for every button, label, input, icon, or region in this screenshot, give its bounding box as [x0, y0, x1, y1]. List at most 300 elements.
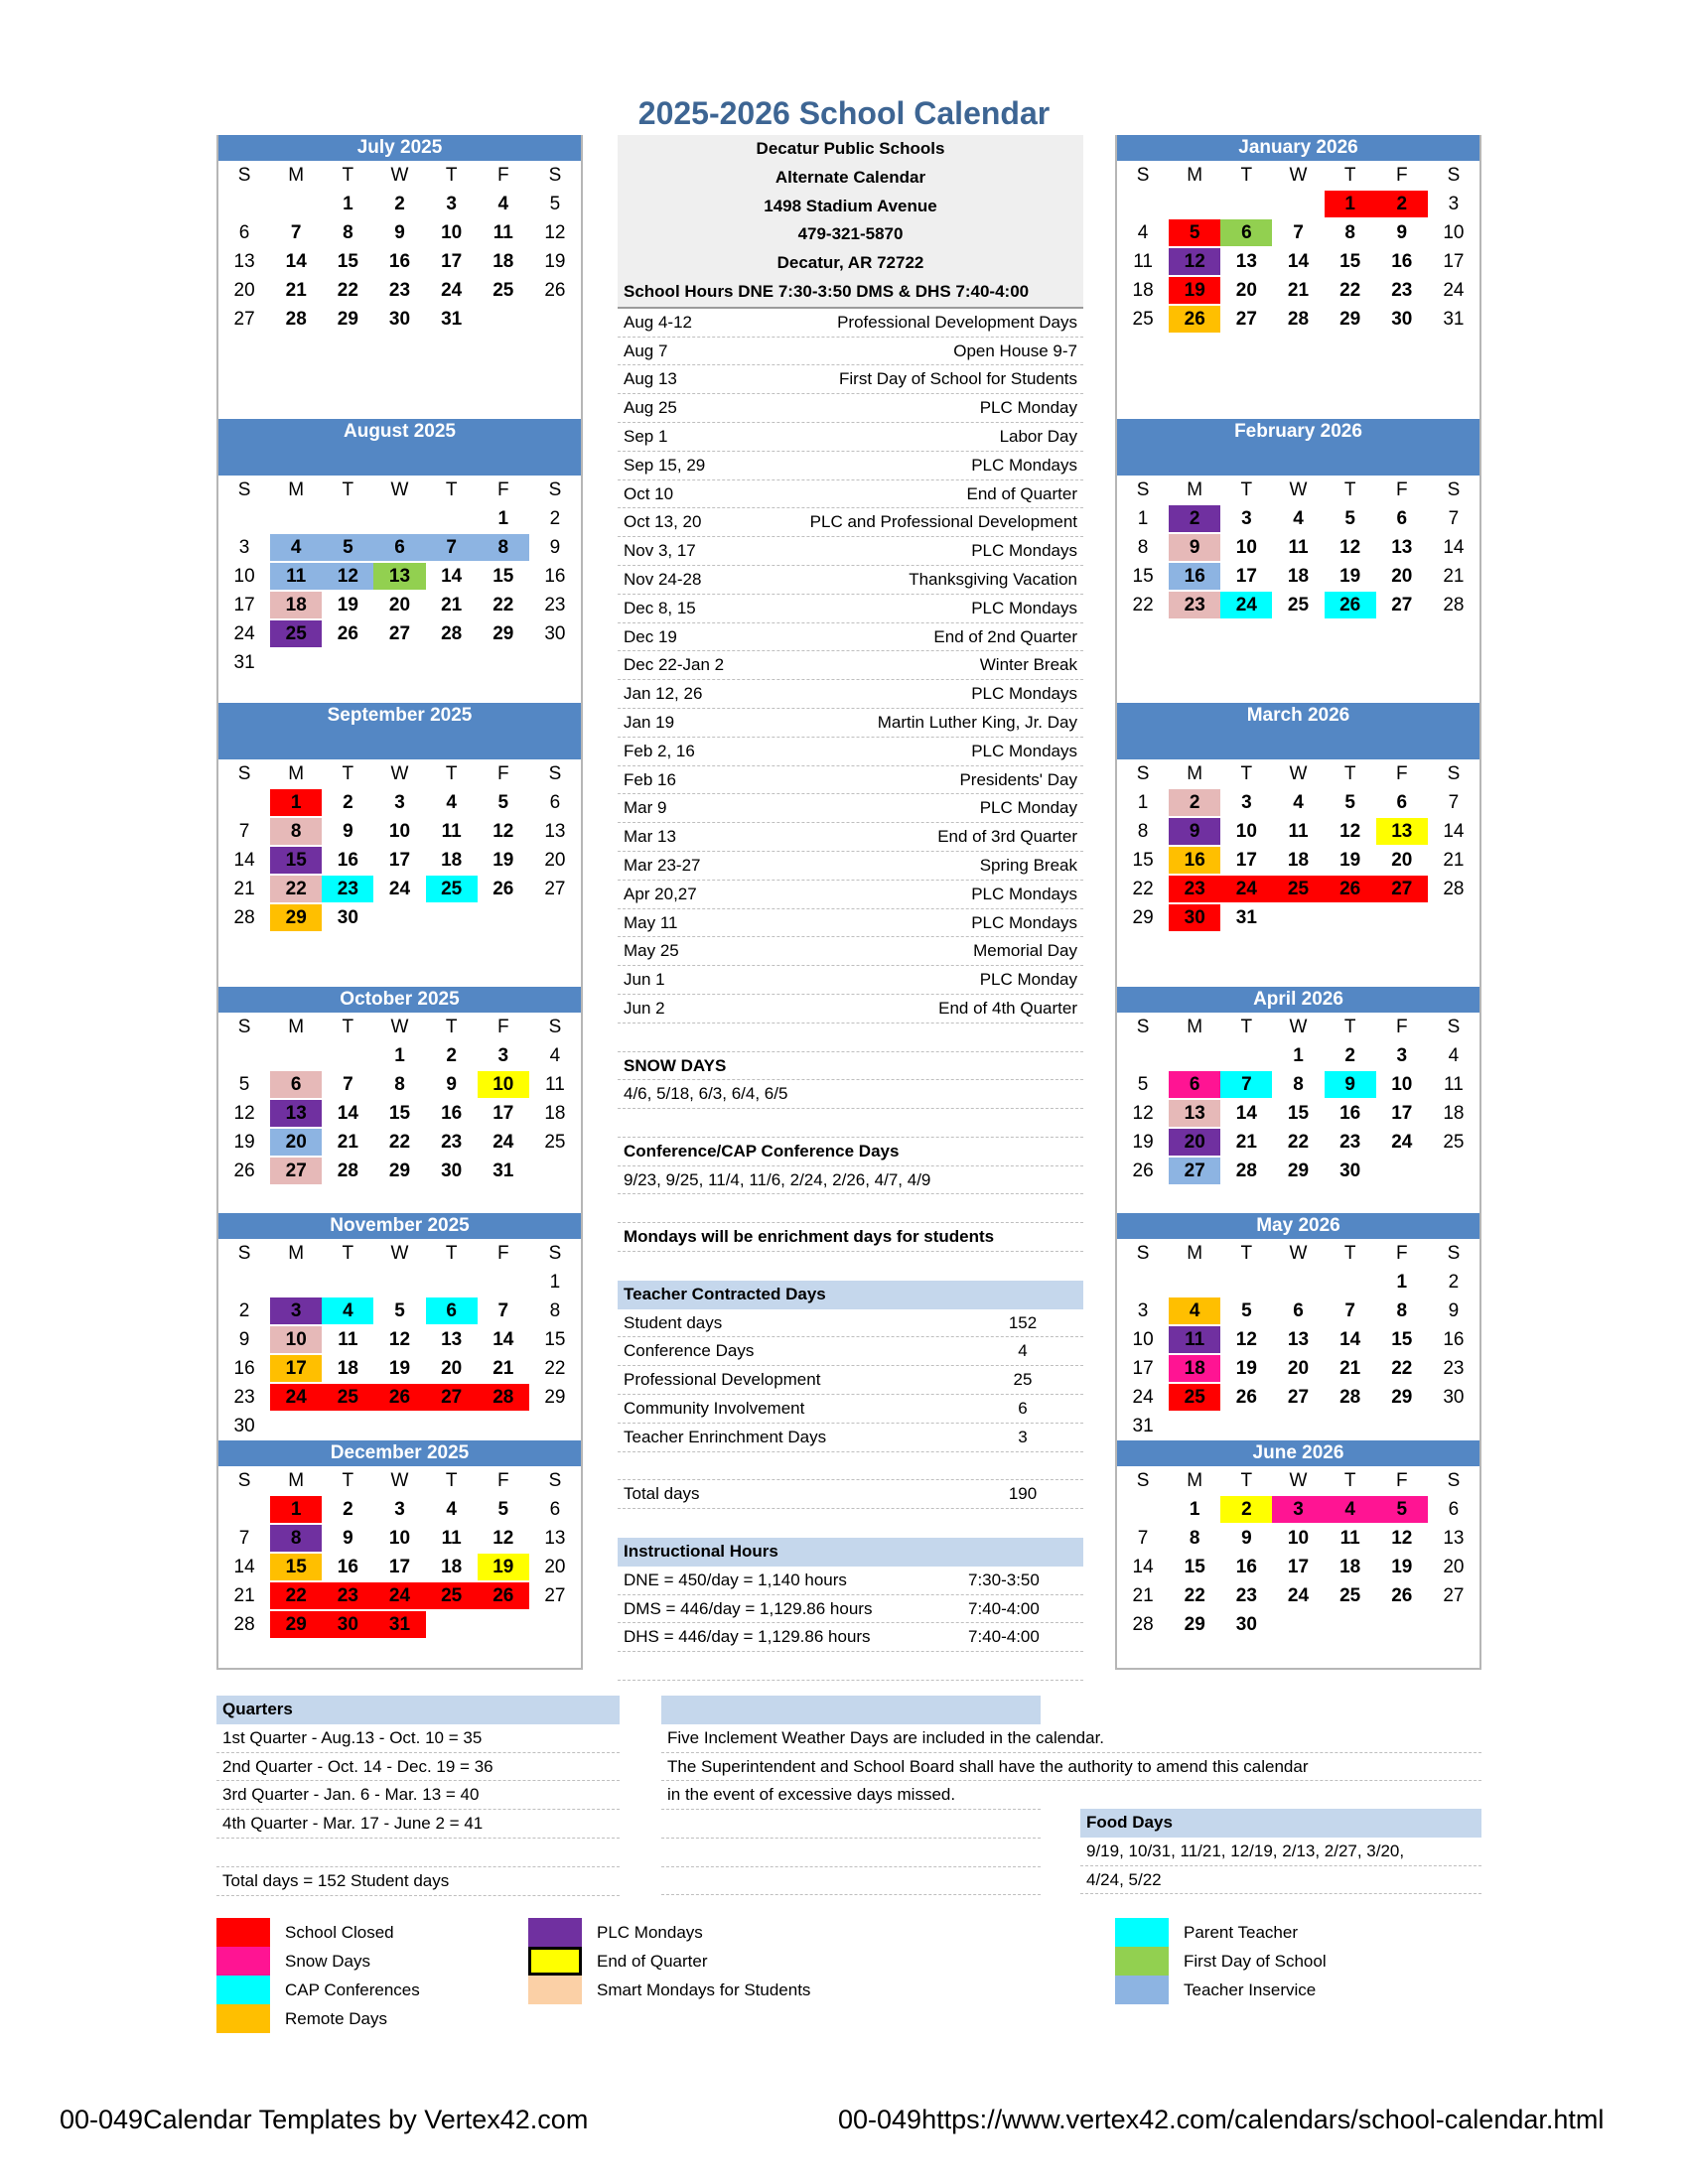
week-row — [1117, 1268, 1479, 1297]
day-cell: 23 — [233, 1387, 255, 1408]
day-cell — [373, 904, 425, 931]
event-date: Aug 25 — [624, 398, 677, 418]
quarters-header: Quarters — [216, 1696, 620, 1724]
day-cell: 14 — [1339, 1329, 1361, 1350]
event-date: Dec 22-Jan 2 — [624, 655, 725, 675]
day-cell — [1376, 1611, 1428, 1638]
legend-label: Smart Mondays for Students — [597, 1979, 811, 1999]
event-date: May 25 — [624, 941, 679, 961]
day-cell: 8 — [478, 534, 529, 561]
day-cell: 10 — [1235, 821, 1257, 842]
day-cell: 11 — [1339, 1528, 1360, 1549]
weekday-header — [218, 1239, 581, 1268]
weekday-label: W — [1289, 1017, 1308, 1037]
weekday-label: T — [1343, 479, 1356, 500]
event-description: Open House 9-7 — [953, 341, 1077, 360]
day-cell: 4 — [446, 1499, 457, 1520]
month-5 — [218, 1440, 581, 1639]
day-cell: 27 — [1287, 1387, 1310, 1408]
day-cell — [1272, 1413, 1324, 1439]
weekday-label: S — [548, 763, 562, 784]
event-description: PLC and Professional Development — [809, 512, 1077, 532]
day-cell: 14 — [1443, 537, 1465, 558]
notes-list — [661, 1724, 1481, 1810]
note-row: The Superintendent and School Board shall have the authority to amend this calendar — [661, 1753, 1481, 1782]
day-cell: 13 — [544, 821, 566, 842]
day-cell: 19 — [337, 595, 358, 615]
day-cell: 8 — [270, 818, 322, 845]
blank-row — [618, 1024, 1083, 1052]
day-cell: 9 — [446, 1074, 457, 1095]
day-cell: 15 — [1132, 566, 1154, 587]
day-cell: 11 — [545, 1074, 565, 1095]
day-cell: 19 — [1391, 1557, 1413, 1577]
day-cell — [1272, 1269, 1324, 1296]
event-date: Nov 24-28 — [624, 569, 702, 589]
day-cell: 15 — [270, 1554, 322, 1580]
weekday-label: T — [342, 479, 354, 500]
week-row — [218, 1412, 581, 1440]
legend-swatch — [1115, 1918, 1169, 1947]
day-cell: 2 — [1169, 505, 1220, 532]
event-description: PLC Mondays — [971, 912, 1077, 932]
day-cell: 1 — [1396, 1272, 1408, 1293]
week-row — [218, 591, 581, 619]
day-cell: 7 — [238, 1528, 250, 1549]
week-row — [1117, 533, 1479, 562]
day-cell — [322, 1042, 373, 1069]
blank-row — [661, 1810, 1041, 1839]
weekday-label: T — [1240, 479, 1253, 500]
weekday-header — [1117, 161, 1479, 190]
month-header: December 2025 — [218, 1440, 581, 1466]
day-cell — [373, 649, 425, 676]
day-cell: 17 — [233, 595, 255, 615]
event-date: Feb 16 — [624, 769, 676, 789]
day-cell: 25 — [1339, 1585, 1361, 1606]
day-cell: 16 — [544, 566, 566, 587]
day-cell: 24 — [373, 1582, 425, 1609]
week-row — [1117, 1041, 1479, 1070]
week-row — [218, 1325, 581, 1354]
weekday-header — [218, 1466, 581, 1495]
food-days-box — [1080, 1809, 1481, 1894]
day-cell: 6 — [549, 1499, 561, 1520]
day-cell: 20 — [233, 280, 255, 301]
weekday-label: S — [237, 479, 251, 500]
event-row — [618, 423, 1083, 452]
day-cell: 18 — [544, 1103, 566, 1124]
day-cell: 27 — [270, 1158, 322, 1184]
legend-item — [216, 1976, 420, 2004]
day-cell: 5 — [1376, 1496, 1428, 1523]
school-name: Decatur Public Schools — [618, 135, 1083, 164]
day-cell: 3 — [497, 1045, 509, 1066]
teacher-days-name: Community Involvement — [624, 1399, 805, 1419]
day-cell: 21 — [1132, 1585, 1154, 1606]
day-cell: 13 — [270, 1100, 322, 1127]
event-date: Apr 20,27 — [624, 884, 697, 903]
event-row — [618, 937, 1083, 966]
teacher-days-name: Professional Development — [624, 1370, 821, 1390]
day-cell: 5 — [1344, 508, 1355, 529]
conference-label: Conference/CAP Conference Days — [618, 1138, 1083, 1166]
event-row — [618, 623, 1083, 652]
event-row — [618, 537, 1083, 566]
day-cell: 19 — [1169, 277, 1220, 304]
day-cell: 21 — [1287, 280, 1310, 301]
day-cell: 18 — [492, 251, 514, 272]
day-cell — [1428, 1611, 1479, 1638]
legend-label: Teacher Inservice — [1184, 1979, 1317, 1999]
day-cell: 7 — [426, 534, 478, 561]
day-cell: 19 — [1339, 566, 1361, 587]
event-description: Spring Break — [979, 855, 1077, 875]
weekday-label: W — [1289, 165, 1308, 186]
day-cell: 13 — [544, 1528, 566, 1549]
day-cell: 18 — [337, 1358, 358, 1379]
day-cell: 7 — [1448, 792, 1460, 813]
day-cell: 27 — [544, 1585, 566, 1606]
info-panel — [618, 135, 1083, 1681]
note-row: in the event of excessive days missed. — [661, 1781, 1041, 1810]
day-cell: 24 — [1220, 592, 1272, 618]
day-cell: 15 — [1287, 1103, 1310, 1124]
week-row — [1117, 1070, 1479, 1099]
day-cell: 11 — [1288, 537, 1309, 558]
day-cell: 2 — [343, 792, 353, 813]
day-cell — [478, 1413, 529, 1439]
day-cell: 14 — [285, 251, 307, 272]
weekday-label: W — [390, 165, 409, 186]
day-cell: 16 — [388, 251, 411, 272]
day-cell: 10 — [1132, 1329, 1154, 1350]
weekday-header — [1117, 1013, 1479, 1041]
week-row — [1117, 1297, 1479, 1325]
day-cell: 21 — [1235, 1132, 1257, 1153]
day-cell: 25 — [426, 876, 478, 902]
day-cell: 6 — [1396, 508, 1408, 529]
weekday-label: S — [1447, 763, 1461, 784]
day-cell: 9 — [1396, 222, 1408, 243]
day-cell: 7 — [1137, 1528, 1149, 1549]
weekday-label: S — [548, 165, 562, 186]
week-row — [218, 817, 581, 846]
event-description: PLC Mondays — [971, 684, 1077, 704]
day-cell: 26 — [233, 1160, 255, 1181]
day-cell: 26 — [1169, 306, 1220, 333]
day-cell — [529, 306, 581, 333]
day-cell: 21 — [1443, 566, 1465, 587]
day-cell: 4 — [549, 1045, 561, 1066]
day-cell: 15 — [1339, 251, 1361, 272]
week-row — [218, 218, 581, 247]
day-cell: 23 — [1339, 1132, 1361, 1153]
day-cell: 10 — [1391, 1074, 1413, 1095]
day-cell: 31 — [1443, 309, 1465, 330]
day-cell — [1325, 904, 1376, 931]
event-row — [618, 508, 1083, 537]
legend-item — [216, 2004, 387, 2033]
day-cell: 12 — [1169, 248, 1220, 275]
day-cell: 15 — [1132, 850, 1154, 871]
weekday-label: F — [496, 479, 509, 500]
day-cell: 2 — [446, 1045, 457, 1066]
day-cell: 22 — [270, 876, 322, 902]
school-phone: 479-321-5870 — [618, 220, 1083, 249]
month-header: February 2026 — [1117, 419, 1479, 476]
day-cell — [1220, 1413, 1272, 1439]
event-description: Presidents' Day — [959, 769, 1077, 789]
teacher-days-row — [618, 1337, 1083, 1366]
day-cell: 24 — [233, 623, 255, 644]
day-cell: 30 — [1235, 1614, 1257, 1635]
week-row — [1117, 562, 1479, 591]
quarters-box — [216, 1696, 620, 1896]
day-cell: 25 — [492, 280, 514, 301]
day-cell: 19 — [1235, 1358, 1257, 1379]
week-row — [1117, 1610, 1479, 1639]
day-cell: 9 — [1169, 818, 1220, 845]
day-cell: 16 — [1339, 1103, 1361, 1124]
event-description: End of 2nd Quarter — [933, 626, 1077, 646]
day-cell: 1 — [1189, 1499, 1200, 1520]
weekday-label: M — [288, 763, 305, 784]
week-row — [218, 788, 581, 817]
instructional-name: DHS = 446/day = 1,129.86 hours — [624, 1627, 871, 1647]
day-cell: 4 — [1293, 508, 1304, 529]
day-cell: 22 — [1132, 879, 1154, 899]
weekday-label: S — [1447, 1470, 1461, 1491]
weekday-label: F — [496, 1470, 509, 1491]
week-row — [1117, 504, 1479, 533]
day-cell: 28 — [1443, 595, 1465, 615]
day-cell: 17 — [270, 1355, 322, 1382]
day-cell: 9 — [1325, 1071, 1376, 1098]
weekday-label: T — [445, 479, 458, 500]
day-cell: 9 — [238, 1329, 250, 1350]
day-cell: 11 — [441, 1528, 462, 1549]
week-row — [1117, 305, 1479, 334]
day-cell: 8 — [549, 1300, 561, 1321]
day-cell: 5 — [322, 534, 373, 561]
event-description: PLC Mondays — [971, 884, 1077, 903]
week-row — [1117, 1128, 1479, 1157]
legend-item — [1115, 1947, 1327, 1976]
week-row — [218, 1581, 581, 1610]
day-cell: 21 — [441, 595, 463, 615]
day-cell: 1 — [1293, 1045, 1304, 1066]
event-description: Martin Luther King, Jr. Day — [877, 712, 1077, 732]
day-cell: 9 — [549, 537, 561, 558]
day-cell: 30 — [233, 1416, 255, 1436]
day-cell — [270, 191, 322, 217]
day-cell: 23 — [1169, 876, 1220, 902]
teacher-days-value: 25 — [1013, 1370, 1033, 1390]
weekday-header — [218, 1013, 581, 1041]
day-cell: 23 — [322, 876, 373, 902]
weekday-label: T — [1240, 1243, 1253, 1264]
day-cell: 30 — [1169, 904, 1220, 931]
day-cell: 28 — [233, 907, 255, 928]
blank-row — [618, 1509, 1083, 1538]
day-cell: 7 — [290, 222, 302, 243]
day-cell: 15 — [544, 1329, 566, 1350]
event-date: Oct 10 — [624, 483, 674, 503]
week-row — [218, 619, 581, 648]
day-cell: 22 — [1287, 1132, 1310, 1153]
day-cell: 27 — [1391, 595, 1413, 615]
weekday-label: F — [1395, 1243, 1408, 1264]
day-cell: 3 — [1241, 792, 1252, 813]
day-cell: 29 — [1391, 1387, 1413, 1408]
legend-swatch — [216, 1976, 270, 2004]
week-row — [218, 562, 581, 591]
event-date: Mar 9 — [624, 798, 667, 818]
day-cell: 29 — [492, 623, 514, 644]
day-cell: 21 — [233, 1585, 255, 1606]
event-description: Memorial Day — [973, 941, 1077, 961]
day-cell — [478, 904, 529, 931]
weekday-label: T — [1240, 1017, 1253, 1037]
day-cell: 18 — [1339, 1557, 1361, 1577]
day-cell: 4 — [1137, 222, 1149, 243]
month-8 — [1117, 703, 1479, 932]
weekday-label: W — [390, 1017, 409, 1037]
event-date: Aug 13 — [624, 369, 677, 389]
day-cell — [1169, 1269, 1220, 1296]
day-cell — [1117, 191, 1169, 217]
day-cell: 9 — [1241, 1528, 1252, 1549]
weekday-header — [1117, 476, 1479, 504]
weekday-header — [1117, 1239, 1479, 1268]
legend-label: End of Quarter — [597, 1951, 708, 1971]
day-cell: 28 — [478, 1384, 529, 1411]
quarter-row: 1st Quarter - Aug.13 - Oct. 10 = 35 — [216, 1724, 620, 1753]
day-cell: 23 — [1443, 1358, 1465, 1379]
weekday-label: S — [237, 1470, 251, 1491]
page-title: 2025-2026 School Calendar — [637, 95, 1051, 131]
week-row — [1117, 276, 1479, 305]
week-row — [1117, 591, 1479, 619]
day-cell: 26 — [478, 1582, 529, 1609]
day-cell: 21 — [337, 1132, 358, 1153]
teacher-days-value: 6 — [1018, 1399, 1028, 1419]
day-cell: 26 — [544, 280, 566, 301]
teacher-days-value: 152 — [1008, 1312, 1038, 1332]
day-cell: 4 — [1325, 1496, 1376, 1523]
weekday-label: M — [1187, 165, 1203, 186]
instructional-name: DNE = 450/day = 1,140 hours — [624, 1570, 847, 1589]
day-cell: 2 — [1220, 1496, 1272, 1523]
day-cell: 5 — [549, 194, 561, 214]
day-cell: 13 — [373, 563, 425, 590]
event-description: PLC Monday — [979, 798, 1077, 818]
day-cell: 1 — [1137, 792, 1149, 813]
day-cell — [270, 1269, 322, 1296]
day-cell — [1169, 191, 1220, 217]
day-cell: 23 — [1169, 592, 1220, 618]
day-cell — [1428, 1158, 1479, 1184]
weekday-label: T — [445, 165, 458, 186]
day-cell: 20 — [1235, 280, 1257, 301]
day-cell: 1 — [394, 1045, 405, 1066]
day-cell: 31 — [441, 309, 463, 330]
week-row — [218, 247, 581, 276]
event-description: PLC Monday — [979, 398, 1077, 418]
weekday-label: T — [445, 1243, 458, 1264]
event-description: PLC Mondays — [971, 541, 1077, 561]
day-cell: 28 — [337, 1160, 358, 1181]
event-date: Sep 1 — [624, 426, 668, 446]
day-cell: 16 — [337, 1557, 358, 1577]
week-row — [218, 1297, 581, 1325]
day-cell: 24 — [441, 280, 463, 301]
weekday-label: T — [342, 1243, 354, 1264]
day-cell — [529, 904, 581, 931]
day-cell: 17 — [1443, 251, 1465, 272]
day-cell — [529, 649, 581, 676]
quarter-row: 4th Quarter - Mar. 17 - June 2 = 41 — [216, 1810, 620, 1839]
day-cell: 30 — [337, 907, 358, 928]
event-description: PLC Mondays — [971, 741, 1077, 760]
day-cell: 8 — [1137, 821, 1149, 842]
day-cell: 12 — [388, 1329, 411, 1350]
instructional-time: 7:40-4:00 — [968, 1598, 1040, 1618]
day-cell: 6 — [1169, 1071, 1220, 1098]
weekday-label: S — [548, 479, 562, 500]
day-cell: 16 — [1169, 563, 1220, 590]
day-cell: 23 — [441, 1132, 463, 1153]
day-cell: 12 — [492, 821, 514, 842]
week-row — [1117, 190, 1479, 218]
event-row — [618, 394, 1083, 423]
day-cell: 24 — [270, 1384, 322, 1411]
legend-swatch — [216, 2004, 270, 2033]
day-cell: 26 — [1391, 1585, 1413, 1606]
day-cell: 23 — [388, 280, 411, 301]
event-description: End of 4th Quarter — [938, 998, 1077, 1018]
day-cell: 21 — [1443, 850, 1465, 871]
day-cell: 10 — [478, 1071, 529, 1098]
teacher-days-name: Student days — [624, 1312, 723, 1332]
week-row — [1117, 1354, 1479, 1383]
day-cell: 2 — [1169, 789, 1220, 816]
month-header: May 2026 — [1117, 1213, 1479, 1239]
event-description: PLC Mondays — [971, 455, 1077, 475]
teacher-days-name: Teacher Enrinchment Days — [624, 1427, 827, 1446]
day-cell: 7 — [238, 821, 250, 842]
day-cell — [322, 1269, 373, 1296]
day-cell: 13 — [1235, 251, 1257, 272]
conference-dates: 9/23, 9/25, 11/4, 11/6, 2/24, 2/26, 4/7, 4/9 — [618, 1166, 1083, 1195]
day-cell: 14 — [233, 850, 255, 871]
month-header: June 2026 — [1117, 1440, 1479, 1466]
day-cell: 11 — [338, 1329, 358, 1350]
day-cell: 13 — [441, 1329, 463, 1350]
day-cell: 31 — [373, 1611, 425, 1638]
day-cell: 19 — [544, 251, 566, 272]
blank-row — [618, 1452, 1083, 1481]
day-cell: 2 — [1344, 1045, 1355, 1066]
day-cell — [1272, 191, 1324, 217]
week-row — [218, 190, 581, 218]
weekday-label: W — [1289, 763, 1308, 784]
blank-row — [618, 1194, 1083, 1223]
weekday-label: W — [390, 1470, 409, 1491]
day-cell: 21 — [285, 280, 307, 301]
day-cell: 14 — [1443, 821, 1465, 842]
